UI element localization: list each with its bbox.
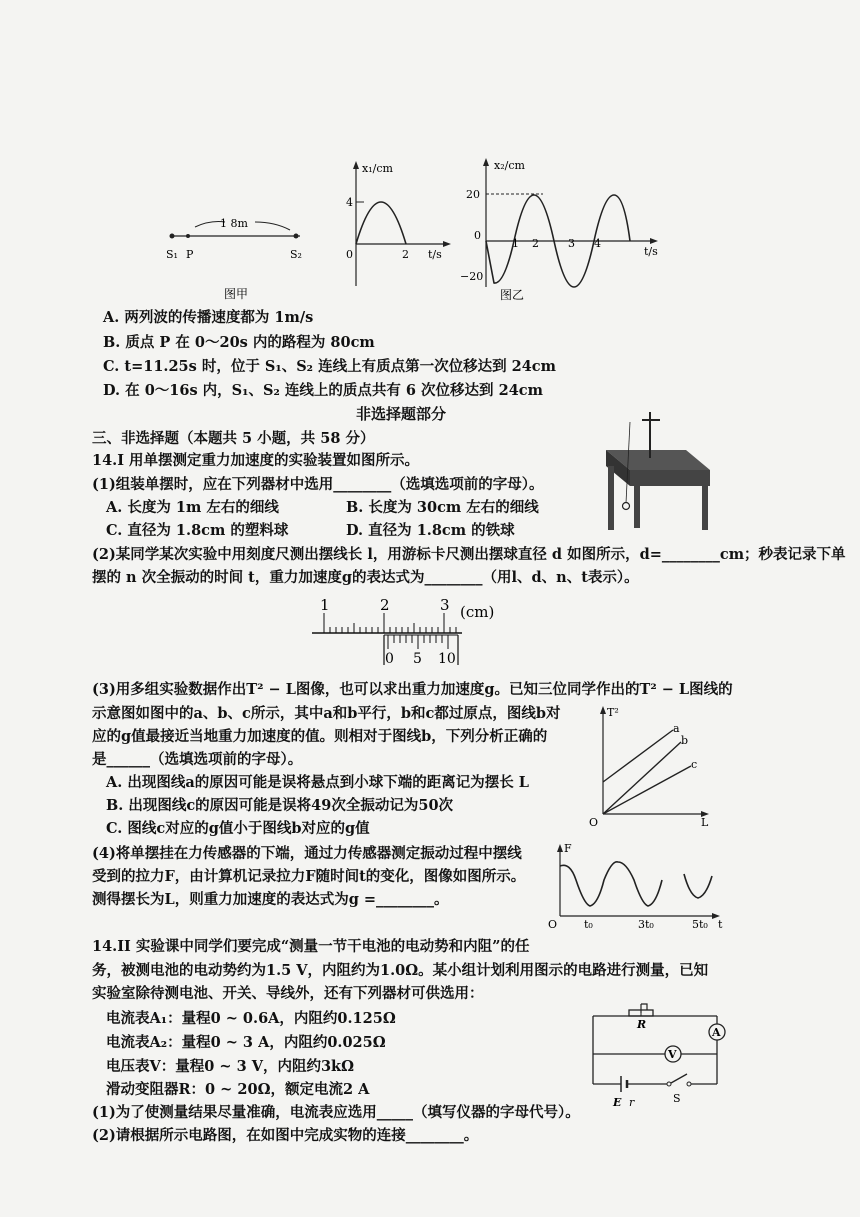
caliper-main-tick-1: 1 [320, 596, 330, 614]
q13-option-c: C. t=11.25s 时，位于 S₁、S₂ 连线上有质点第一次位移达到 24cm [103, 358, 556, 375]
graph1-x-label: t/s [428, 248, 442, 261]
graph1-origin: 0 [346, 248, 353, 261]
graph2-x-tick-3: 3 [568, 237, 575, 250]
caliper-vernier-tick-5: 5 [413, 651, 422, 667]
graph2-origin: 0 [474, 229, 481, 242]
s2-label: S₂ [290, 248, 302, 261]
q14-1-sub2-line1: (2)某同学某次实验中用刻度尺测出摆线长 l，用游标卡尺测出摆球直径 d 如图所示，d=________cm；秒表记录下单 [92, 546, 846, 563]
q14-2-item3: 电压表V：量程0 ~ 3 V，内阻约3kΩ [106, 1058, 355, 1075]
q14-2-line3: 实验室除待测电池、开关、导线外，还有下列器材可供选用： [92, 985, 484, 1002]
graph2-x-tick-4: 4 [594, 237, 601, 250]
caliper-vernier-tick-10: 10 [438, 651, 456, 667]
graph2-x-tick-2: 2 [532, 237, 539, 250]
q14-2-line2: 务，被测电池的电动势约为1.5 V，内阻约为1.0Ω。某小组计划利用图示的电路进行测量，已知 [92, 962, 709, 979]
t2l-y-label: T² [607, 706, 619, 719]
q14-1-sub3-line1: (3)用多组实验数据作出T² − L图像，也可以求出重力加速度g。已知三位同学作出的T² − L图线的 [92, 681, 733, 698]
t2l-line-b: b [681, 734, 689, 747]
q14-1-sub3-opt-b: B. 出现图线c的原因可能是误将49次全振动记为50次 [106, 797, 454, 814]
q13-option-b: B. 质点 P 在 0～20s 内的路程为 80cm [103, 334, 375, 351]
t2-l-graph [585, 702, 715, 830]
emf-label: E [613, 1096, 622, 1109]
q14-1-sub3-opt-a: A. 出现图线a的原因可能是误将悬点到小球下端的距离记为摆长 L [106, 774, 529, 791]
q14-1-sub3-opt-c: C. 图线c对应的g值小于图线b对应的g值 [106, 820, 370, 837]
q13-option-d: D. 在 0～16s 内，S₁、S₂ 连线上的质点共有 6 次位移达到 24cm [103, 382, 543, 399]
caliper-main-tick-2: 2 [380, 596, 390, 614]
s1-label: S₁ [166, 248, 178, 261]
caliper-main-tick-3: 3 [440, 596, 450, 614]
graph2-x-label: t/s [644, 245, 658, 258]
q14-2-sub2: (2)请根据所示电路图，在如图中完成实物的连接________。 [92, 1127, 479, 1144]
t2l-line-c: c [691, 758, 698, 771]
graph2-y-tick-top: 20 [466, 188, 480, 201]
q14-2-item4: 滑动变阻器R：0 ~ 20Ω，额定电流2 A [106, 1081, 370, 1098]
ft-y-label: F [564, 842, 572, 855]
fig-jia-caption: 图甲 [224, 287, 249, 301]
graph1-x-tick: 2 [402, 248, 409, 261]
graph2-x-tick-1: 1 [512, 237, 519, 250]
voltmeter-label: V [668, 1048, 677, 1061]
q14-1-sub3-line3: 应的g值最接近当地重力加速度的值。则相对于图线b，下列分析正确的 [92, 728, 548, 745]
t2l-x-label: L [701, 816, 709, 829]
q14-1-intro: 14.I 用单摆测定重力加速度的实验装置如图所示。 [92, 452, 420, 469]
figure-jia [150, 200, 320, 305]
graph2-y-label: x₂/cm [494, 159, 525, 172]
q14-1-sub1: (1)组装单摆时，应在下列器材中选用________（选填选项前的字母）。 [92, 476, 544, 493]
q14-1-opt-c: C. 直径为 1.8cm 的塑料球 [106, 522, 289, 539]
q14-1-opt-a: A. 长度为 1m 左右的细线 [106, 499, 279, 516]
q14-1-sub4-line1: (4)将单摆挂在力传感器的下端，通过力传感器测定振动过程中摆线 [92, 845, 522, 862]
caliper-unit: (cm) [460, 603, 495, 621]
ammeter-label: A [712, 1026, 721, 1039]
graph2-y-tick-bottom: −20 [460, 270, 484, 283]
ft-x-tick-t0: t₀ [584, 918, 593, 931]
switch-label: S [673, 1092, 681, 1105]
q14-2-item2: 电流表A₂：量程0 ~ 3 A，内阻约0.025Ω [106, 1034, 386, 1051]
ft-x-tick-3t0: 3t₀ [638, 918, 654, 931]
graph-x2-t [458, 155, 668, 303]
q14-1-sub3-line4: 是______（选填选项前的字母）。 [92, 751, 303, 768]
fig-yi-caption: 图乙 [500, 288, 525, 302]
f-t-graph [546, 840, 726, 932]
t2l-origin: O [589, 816, 599, 829]
internal-r-label: r [629, 1096, 635, 1109]
q14-1-sub2-line2: 摆的 n 次全振动的时间 t，重力加速度g的表达式为________（用l、d、n、t表示）。 [92, 569, 639, 586]
q14-1-sub4-line3: 测得摆长为L，则重力加速度的表达式为g =________。 [92, 891, 449, 908]
vernier-caliper-figure [312, 595, 512, 670]
q14-2-sub1: (1)为了使测量结果尽量准确，电流表应选用_____（填写仪器的字母代号）。 [92, 1104, 580, 1121]
q14-2-item1: 电流表A₁：量程0 ~ 0.6A，内阻约0.125Ω [106, 1010, 396, 1027]
distance-label: 1 8m [220, 217, 248, 230]
q14-2-line1: 14.II 实验课中同学们要完成“测量一节干电池的电动势和内阻”的任 [92, 938, 530, 955]
graph-x1-t [338, 158, 453, 293]
q14-1-opt-d: D. 直径为 1.8cm 的铁球 [346, 522, 515, 539]
circuit-diagram [585, 1002, 735, 1114]
resistor-label: R [637, 1018, 647, 1031]
q14-1-sub3-line2: 示意图如图中的a、b、c所示，其中a和b平行，b和c都过原点，图线b对 [92, 705, 561, 722]
ft-x-label: t [718, 918, 723, 931]
t2l-line-a: a [673, 722, 680, 735]
section-title: 非选择题部分 [356, 405, 447, 423]
q13-option-a: A. 两列波的传播速度都为 1m/s [103, 309, 314, 326]
q14-1-opt-b: B. 长度为 30cm 左右的细线 [346, 499, 539, 516]
ft-x-tick-5t0: 5t₀ [692, 918, 708, 931]
graph1-y-tick: 4 [346, 196, 353, 209]
graph1-y-label: x₁/cm [362, 162, 393, 175]
pendulum-apparatus-figure [598, 408, 718, 533]
q14-1-sub4-line2: 受到的拉力F，由计算机记录拉力F随时间t的变化，图像如图所示。 [92, 868, 526, 885]
part3-header: 三、非选择题（本题共 5 小题，共 58 分） [92, 430, 375, 447]
ft-origin: O [548, 918, 558, 931]
p-label: P [186, 248, 194, 261]
caliper-vernier-tick-0: 0 [385, 651, 394, 667]
